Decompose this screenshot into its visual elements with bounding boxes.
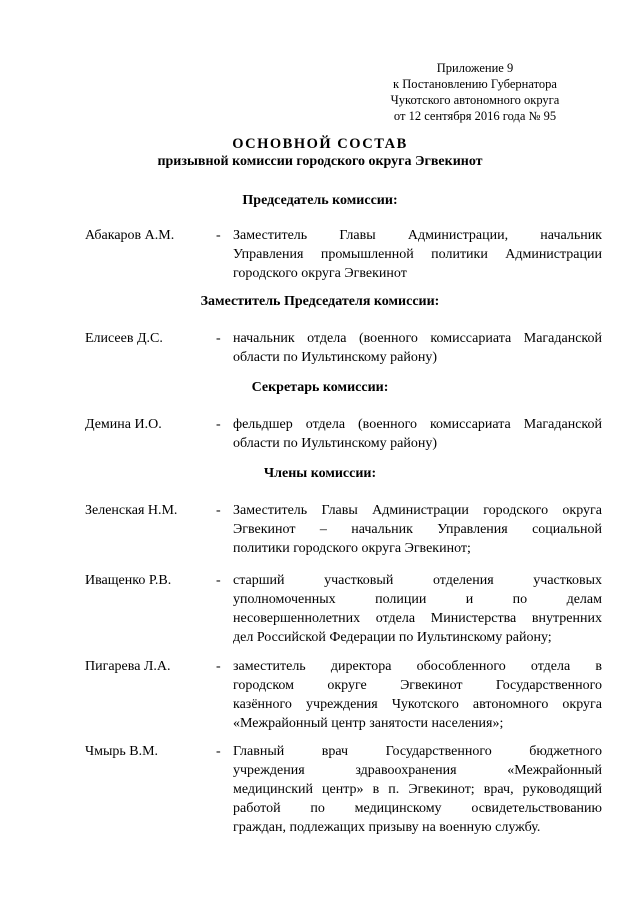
entry-dash: - [216, 228, 221, 243]
entry-dash: - [216, 417, 221, 432]
position-line: медицинский центр» в п. Эгвекинот; врач, руководящий [233, 782, 602, 797]
position-line: дел Российской Федерации по Иультинскому району; [233, 630, 552, 645]
member-position [233, 571, 602, 647]
position-line: области по Иультинскому району) [233, 350, 437, 365]
appendix-line: Приложение 9 [436, 61, 514, 75]
position-line: несовершеннолетних отдела Министерства внутренних [233, 611, 602, 626]
appendix-line: от 12 сентября 2016 года № 95 [393, 109, 557, 123]
entry-dash: - [216, 744, 221, 759]
member-position [233, 226, 602, 283]
position-line: Заместитель Главы Администрации, начальник [233, 228, 602, 243]
document-title: ОСНОВНОЙ СОСТАВ [232, 136, 408, 152]
member-name: Елисеев Д.С. [85, 331, 163, 346]
position-line: городском округе Эгвекинот Государственного [233, 678, 602, 693]
position-line: учреждения здравоохранения «Межрайонный [233, 763, 602, 778]
position-line: фельдшер отдела (военного комиссариата Магаданской [233, 417, 602, 432]
position-line: Заместитель Главы Администрации городского округа [233, 503, 602, 518]
member-name: Зеленская Н.М. [85, 503, 178, 518]
entry-dash: - [216, 659, 221, 674]
position-line: политики городского округа Эгвекинот; [233, 541, 471, 556]
position-line: работой по медицинскому освидетельствованию [233, 801, 602, 816]
member-name: Демина И.О. [85, 417, 162, 432]
appendix-block [360, 60, 590, 124]
position-line: «Межрайонный центр занятости населения»; [233, 716, 504, 731]
section-heading-chairman: Председатель комиссии: [242, 193, 398, 208]
position-line: Главный врач Государственного бюджетного [233, 744, 602, 759]
member-name: Чмырь В.М. [85, 744, 159, 759]
appendix-line: Чукотского автономного округа [390, 93, 560, 107]
position-line: граждан, подлежащих призыву на военную службу. [233, 820, 541, 835]
member-position [233, 657, 602, 733]
position-line: начальник отдела (военного комиссариата Магаданской [233, 331, 602, 346]
document-subtitle: призывной комиссии городского округа Эгвекинот [157, 154, 483, 169]
appendix-line: к Постановлению Губернатора [393, 77, 557, 91]
member-position [233, 742, 602, 837]
position-line: казённого учреждения Чукотского автономного округа [233, 697, 602, 712]
position-line: заместитель директора обособленного отдела в [233, 659, 602, 674]
position-line: Эгвекинот – начальник Управления социальной [233, 522, 602, 537]
position-line: Управления промышленной политики Администрации [233, 247, 602, 262]
section-heading-members: Члены комиссии: [263, 466, 377, 481]
section-heading-secretary: Секретарь комиссии: [251, 380, 389, 395]
section-heading-deputy: Заместитель Председателя комиссии: [200, 294, 440, 309]
position-line: области по Иультинскому району) [233, 436, 437, 451]
member-position [233, 501, 602, 558]
member-position [233, 415, 602, 453]
member-name: Пигарева Л.А. [85, 659, 171, 674]
position-line: городского округа Эгвекинот [233, 266, 407, 281]
member-name: Абакаров А.М. [85, 228, 175, 243]
entry-dash: - [216, 331, 221, 346]
position-line: старший участковый отделения участковых [233, 573, 602, 588]
entry-dash: - [216, 503, 221, 518]
entry-dash: - [216, 573, 221, 588]
member-name: Иващенко Р.В. [85, 573, 172, 588]
member-position [233, 329, 602, 367]
position-line: уполномоченных полиции и по делам [233, 592, 602, 607]
